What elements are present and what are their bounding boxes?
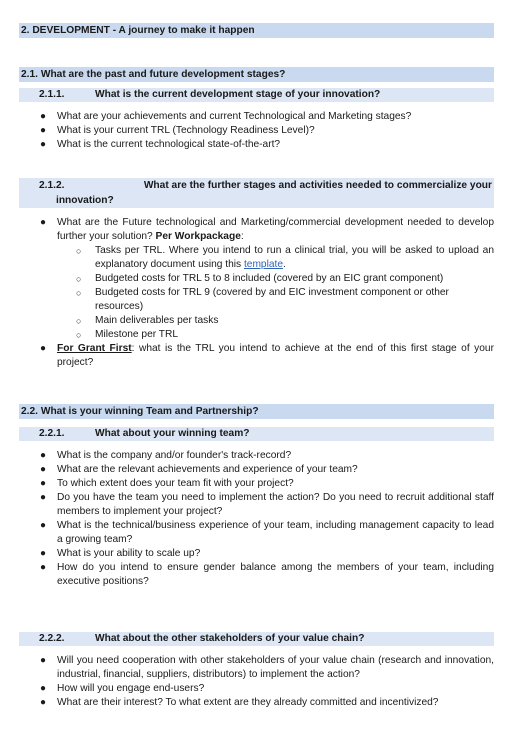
heading-number: 2.2.2. (39, 633, 65, 644)
circle-bullet-icon: ○ (76, 274, 82, 284)
list-item: ● How will you engage end-users? (40, 683, 205, 694)
bullet-icon: ● (40, 683, 47, 694)
circle-bullet-icon: ○ (76, 330, 82, 340)
list-2-2-2 (40, 654, 494, 710)
bullet-icon: ● (40, 478, 47, 489)
bullet-icon: ● (40, 450, 47, 461)
sub-list-item: ○ Budgeted costs for TRL 9 (covered by and EIC investment component or other resources) (76, 287, 449, 312)
list-item: ● What are their interest? To what extent are they already committed and incentivized? (40, 697, 439, 708)
list-item: ● What is the current technological state-of-the-art? (40, 139, 281, 150)
list-2-1-2 (40, 216, 494, 370)
heading-2-1-2 (19, 178, 494, 208)
circle-bullet-icon: ○ (76, 288, 82, 298)
list-2-2-1 (40, 449, 494, 589)
heading-number: 2.1.2. (39, 180, 65, 191)
list-item: ● What is the technical/business experience of your team, including management capacity to lead a growing team? (40, 520, 494, 545)
heading-text: What are the further stages and activities needed to commercialize your (143, 180, 492, 191)
sub-list-item: ○ Budgeted costs for TRL 5 to 8 included (covered by an EIC grant component) (76, 273, 444, 284)
list-item: ● Will you need cooperation with other stakeholders of your value chain (research and innovation, industrial, financial, suppliers, distributors) to implement the action? (40, 655, 494, 680)
list-item: ● For Grant First: what is the TRL you intend to achieve at the end of this first stage of your project? (40, 343, 494, 368)
list-item: ● What are the relevant achievements and experience of your team? (40, 464, 358, 475)
list-item: ● To which extent does your team fit with your project? (40, 478, 294, 489)
section-title: 2. DEVELOPMENT - A journey to make it happen (19, 23, 494, 38)
heading-2-1: 2.1. What are the past and future development stages? (19, 67, 494, 82)
heading-2-1-1 (19, 88, 494, 102)
template-link[interactable]: template (243, 259, 284, 270)
heading-2-2-1 (19, 427, 494, 441)
list-item: ● What are your achievements and current Technological and Marketing stages? (40, 111, 412, 122)
list-item: ● How do you intend to ensure gender balance among the members of your team, including executive positions? (40, 562, 494, 587)
heading-text: What about your winning team? (95, 428, 250, 439)
heading-text: What about the other stakeholders of your value chain? (95, 633, 365, 644)
sub-list-item: ○ Tasks per TRL. Where you intend to run a clinical trial, you will be asked to upload an explanatory document using this template. (76, 245, 494, 270)
heading-2-2: 2.2. What is your winning Team and Partnership? (19, 404, 494, 419)
sub-list-item: ○ Main deliverables per tasks (76, 315, 219, 326)
list-2-1-1 (40, 110, 494, 152)
sub-list-item: ○ Milestone per TRL (76, 329, 179, 340)
bullet-icon: ● (40, 492, 47, 503)
bullet-icon: ● (40, 125, 47, 136)
bullet-icon: ● (40, 343, 47, 354)
list-item: ● What are the Future technological and Marketing/commercial development needed to develop further your solution? Per Workpackage: (40, 217, 494, 242)
bullet-icon: ● (40, 217, 47, 228)
bullet-icon: ● (40, 548, 47, 559)
bullet-icon: ● (40, 139, 47, 150)
bullet-icon: ● (40, 562, 47, 573)
heading-text-continued: innovation? (56, 195, 114, 206)
heading-2-2-2 (19, 632, 494, 646)
list-item: ● What is the company and/or founder's track-record? (40, 450, 292, 461)
circle-bullet-icon: ○ (76, 316, 82, 326)
bullet-icon: ● (40, 111, 47, 122)
bullet-icon: ● (40, 655, 47, 666)
bullet-icon: ● (40, 520, 47, 531)
heading-number: 2.1.1. (39, 89, 65, 100)
heading-number: 2.2.1. (39, 428, 65, 439)
heading-text: What is the current development stage of your innovation? (95, 89, 381, 100)
list-item: ● What is your ability to scale up? (40, 548, 201, 559)
list-item: ● Do you have the team you need to implement the action? Do you need to recruit additional staff members to implement your project? (40, 492, 494, 517)
bullet-icon: ● (40, 464, 47, 475)
circle-bullet-icon: ○ (76, 246, 82, 256)
list-item: ● What is your current TRL (Technology Readiness Level)? (40, 125, 315, 136)
bullet-icon: ● (40, 697, 47, 708)
